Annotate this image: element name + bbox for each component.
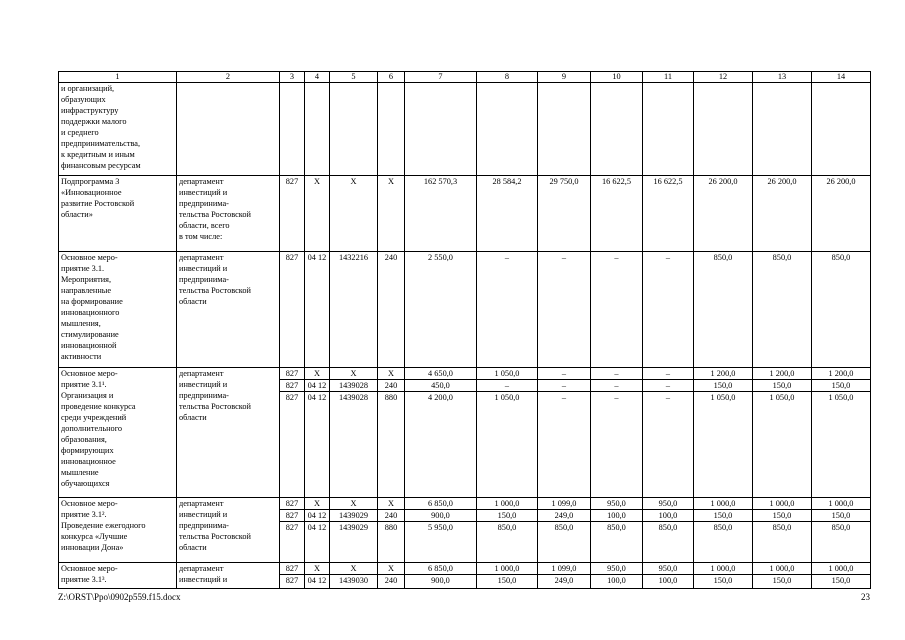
value-cell-col-14: 150,0 [812,575,871,589]
value-cell-col-6: Х [378,498,405,510]
header-cell-9: 9 [538,72,591,83]
value-cell-col-13: 150,0 [753,575,812,589]
value-cell-col-5: 1439029 [330,510,378,522]
value-cell-col-5: Х [330,498,378,510]
value-cell-col-7: 4 200,0 [405,392,477,498]
value-cell-col-3: 827 [280,392,305,498]
value-cell-col-8: 1 050,0 [477,368,538,380]
value-cell-col-3: 827 [280,176,305,252]
header-cell-6: 6 [378,72,405,83]
header-cell-5: 5 [330,72,378,83]
value-cell-col-4: Х [305,498,330,510]
header-cell-11: 11 [643,72,694,83]
value-cell-col-6: Х [378,176,405,252]
value-cell-col-12 [694,83,753,176]
measure-name-cell: и организаций, образующих инфраструктуру поддержки малого и среднего предпринимательства, к кредитным и иным финансовым ресурсам [59,83,177,176]
value-cell-col-11: – [643,368,694,380]
value-cell-col-8: – [477,380,538,392]
executor-cell: департамент инвестиций и предпринима- тельства Ростовской области [177,368,280,498]
value-cell-col-11: – [643,252,694,368]
value-cell-col-7: 2 550,0 [405,252,477,368]
value-cell-col-14 [812,83,871,176]
value-cell-col-6: 880 [378,522,405,563]
value-cell-col-13 [753,83,812,176]
value-cell-col-5: 1439030 [330,575,378,589]
value-cell-col-13: 850,0 [753,522,812,563]
value-cell-col-9 [538,83,591,176]
value-cell-col-10: – [591,368,643,380]
header-cell-14: 14 [812,72,871,83]
value-cell-col-5: Х [330,563,378,575]
header-cell-2: 2 [177,72,280,83]
value-cell-col-13: 850,0 [753,252,812,368]
value-cell-col-11: – [643,392,694,498]
value-cell-col-8: 850,0 [477,522,538,563]
value-cell-col-9: 249,0 [538,575,591,589]
table-row [59,176,871,252]
measure-name-cell: Основное меро- приятие 3.1². Проведение ежегодного конкурса «Лучшие инновации Дона» [59,498,177,563]
value-cell-col-7: 900,0 [405,510,477,522]
value-cell-col-6: 240 [378,510,405,522]
value-cell-col-6: 880 [378,392,405,498]
value-cell-col-12: 150,0 [694,510,753,522]
value-cell-col-12: 1 000,0 [694,498,753,510]
value-cell-col-6: 240 [378,575,405,589]
table-row [59,368,871,380]
value-cell-col-6: Х [378,563,405,575]
value-cell-col-5: 1439028 [330,380,378,392]
value-cell-col-13: 1 000,0 [753,498,812,510]
value-cell-col-3: 827 [280,575,305,589]
value-cell-col-14: 1 000,0 [812,498,871,510]
executor-cell: департамент инвестиций и [177,563,280,589]
measure-name-cell: Основное меро- приятие 3.1³. [59,563,177,589]
value-cell-col-4: 04 12 [305,510,330,522]
value-cell-col-6: 240 [378,380,405,392]
value-cell-col-9: 1 099,0 [538,498,591,510]
value-cell-col-10: – [591,392,643,498]
value-cell-col-7: 5 950,0 [405,522,477,563]
value-cell-col-3: 827 [280,368,305,380]
header-cell-13: 13 [753,72,812,83]
value-cell-col-5: 1439028 [330,392,378,498]
value-cell-col-7: 900,0 [405,575,477,589]
value-cell-col-7: 4 650,0 [405,368,477,380]
value-cell-col-8: 1 000,0 [477,498,538,510]
value-cell-col-4: 04 12 [305,380,330,392]
value-cell-col-14: 850,0 [812,522,871,563]
value-cell-col-4: 04 12 [305,252,330,368]
value-cell-col-13: 150,0 [753,380,812,392]
header-cell-12: 12 [694,72,753,83]
value-cell-col-9: – [538,368,591,380]
value-cell-col-4: 04 12 [305,575,330,589]
value-cell-col-8: – [477,252,538,368]
value-cell-col-3 [280,83,305,176]
value-cell-col-5: 1432216 [330,252,378,368]
value-cell-col-12: 150,0 [694,380,753,392]
value-cell-col-13: 1 200,0 [753,368,812,380]
value-cell-col-7: 6 850,0 [405,563,477,575]
column-number-header-row [59,72,871,83]
value-cell-col-10 [591,83,643,176]
value-cell-col-12: 1 000,0 [694,563,753,575]
value-cell-col-6: Х [378,368,405,380]
value-cell-col-12: 850,0 [694,252,753,368]
value-cell-col-14: 850,0 [812,252,871,368]
value-cell-col-14: 1 050,0 [812,392,871,498]
value-cell-col-12: 150,0 [694,575,753,589]
header-cell-4: 4 [305,72,330,83]
value-cell-col-10: 100,0 [591,575,643,589]
value-cell-col-10: – [591,380,643,392]
value-cell-col-11: 950,0 [643,563,694,575]
value-cell-col-14: 26 200,0 [812,176,871,252]
value-cell-col-12: 850,0 [694,522,753,563]
table-row [59,252,871,368]
value-cell-col-8: 28 584,2 [477,176,538,252]
value-cell-col-3: 827 [280,510,305,522]
value-cell-col-9: – [538,380,591,392]
measure-name-cell: Основное меро- приятие 3.1¹. Организация и проведение конкурса среди учреждений дополнительного образования, формирующих инновационное мышление обучающихся [59,368,177,498]
value-cell-col-4: 04 12 [305,522,330,563]
value-cell-col-10: 850,0 [591,522,643,563]
value-cell-col-11: 950,0 [643,498,694,510]
executor-cell [177,83,280,176]
value-cell-col-14: 1 000,0 [812,563,871,575]
table-body [59,72,871,589]
header-cell-1: 1 [59,72,177,83]
value-cell-col-8 [477,83,538,176]
header-cell-8: 8 [477,72,538,83]
value-cell-col-4 [305,83,330,176]
value-cell-col-11: 100,0 [643,510,694,522]
value-cell-col-3: 827 [280,380,305,392]
budget-table [58,71,871,589]
value-cell-col-12: 1 200,0 [694,368,753,380]
value-cell-col-9: – [538,252,591,368]
value-cell-col-7: 162 570,3 [405,176,477,252]
value-cell-col-5: Х [330,368,378,380]
value-cell-col-6: 240 [378,252,405,368]
value-cell-col-9: 1 099,0 [538,563,591,575]
value-cell-col-8: 150,0 [477,510,538,522]
executor-cell: департамент инвестиций и предпринима- тельства Ростовской области [177,252,280,368]
value-cell-col-9: – [538,392,591,498]
header-cell-3: 3 [280,72,305,83]
value-cell-col-4: Х [305,368,330,380]
value-cell-col-14: 150,0 [812,510,871,522]
value-cell-col-5: Х [330,176,378,252]
value-cell-col-9: 850,0 [538,522,591,563]
value-cell-col-11: – [643,380,694,392]
value-cell-col-4: 04 12 [305,392,330,498]
value-cell-col-13: 26 200,0 [753,176,812,252]
value-cell-col-14: 150,0 [812,380,871,392]
value-cell-col-8: 1 000,0 [477,563,538,575]
value-cell-col-7: 450,0 [405,380,477,392]
value-cell-col-11: 16 622,5 [643,176,694,252]
value-cell-col-8: 1 050,0 [477,392,538,498]
value-cell-col-5 [330,83,378,176]
value-cell-col-12: 26 200,0 [694,176,753,252]
measure-name-cell: Основное меро- приятие 3.1. Мероприятия, направленные на формирование инновационного мышления, стимулирование инновационной активности [59,252,177,368]
value-cell-col-10: 16 622,5 [591,176,643,252]
page-number: 23 [861,592,870,602]
header-cell-10: 10 [591,72,643,83]
value-cell-col-13: 1 050,0 [753,392,812,498]
value-cell-col-5: 1439029 [330,522,378,563]
value-cell-col-10: 950,0 [591,498,643,510]
value-cell-col-9: 249,0 [538,510,591,522]
budget-table-sheet [58,71,870,589]
table-row [59,498,871,510]
value-cell-col-14: 1 200,0 [812,368,871,380]
executor-cell: департамент инвестиций и предпринима- тельства Ростовской области [177,498,280,563]
table-row [59,563,871,575]
value-cell-col-9: 29 750,0 [538,176,591,252]
executor-cell: департамент инвестиций и предпринима- тельства Ростовской области, всего в том числе: [177,176,280,252]
value-cell-col-11: 850,0 [643,522,694,563]
measure-name-cell: Подпрограмма 3 «Инновационное развитие Ростовской области» [59,176,177,252]
value-cell-col-7: 6 850,0 [405,498,477,510]
value-cell-col-10: 950,0 [591,563,643,575]
value-cell-col-3: 827 [280,252,305,368]
value-cell-col-3: 827 [280,563,305,575]
footer-file-path: Z:\ORST\Ppo\0902p559.f15.docx [58,592,181,602]
value-cell-col-4: Х [305,176,330,252]
value-cell-col-3: 827 [280,498,305,510]
header-cell-7: 7 [405,72,477,83]
value-cell-col-7 [405,83,477,176]
table-row [59,83,871,176]
value-cell-col-13: 1 000,0 [753,563,812,575]
value-cell-col-13: 150,0 [753,510,812,522]
value-cell-col-10: – [591,252,643,368]
value-cell-col-11: 100,0 [643,575,694,589]
value-cell-col-6 [378,83,405,176]
value-cell-col-8: 150,0 [477,575,538,589]
value-cell-col-4: Х [305,563,330,575]
value-cell-col-10: 100,0 [591,510,643,522]
value-cell-col-12: 1 050,0 [694,392,753,498]
value-cell-col-3: 827 [280,522,305,563]
value-cell-col-11 [643,83,694,176]
